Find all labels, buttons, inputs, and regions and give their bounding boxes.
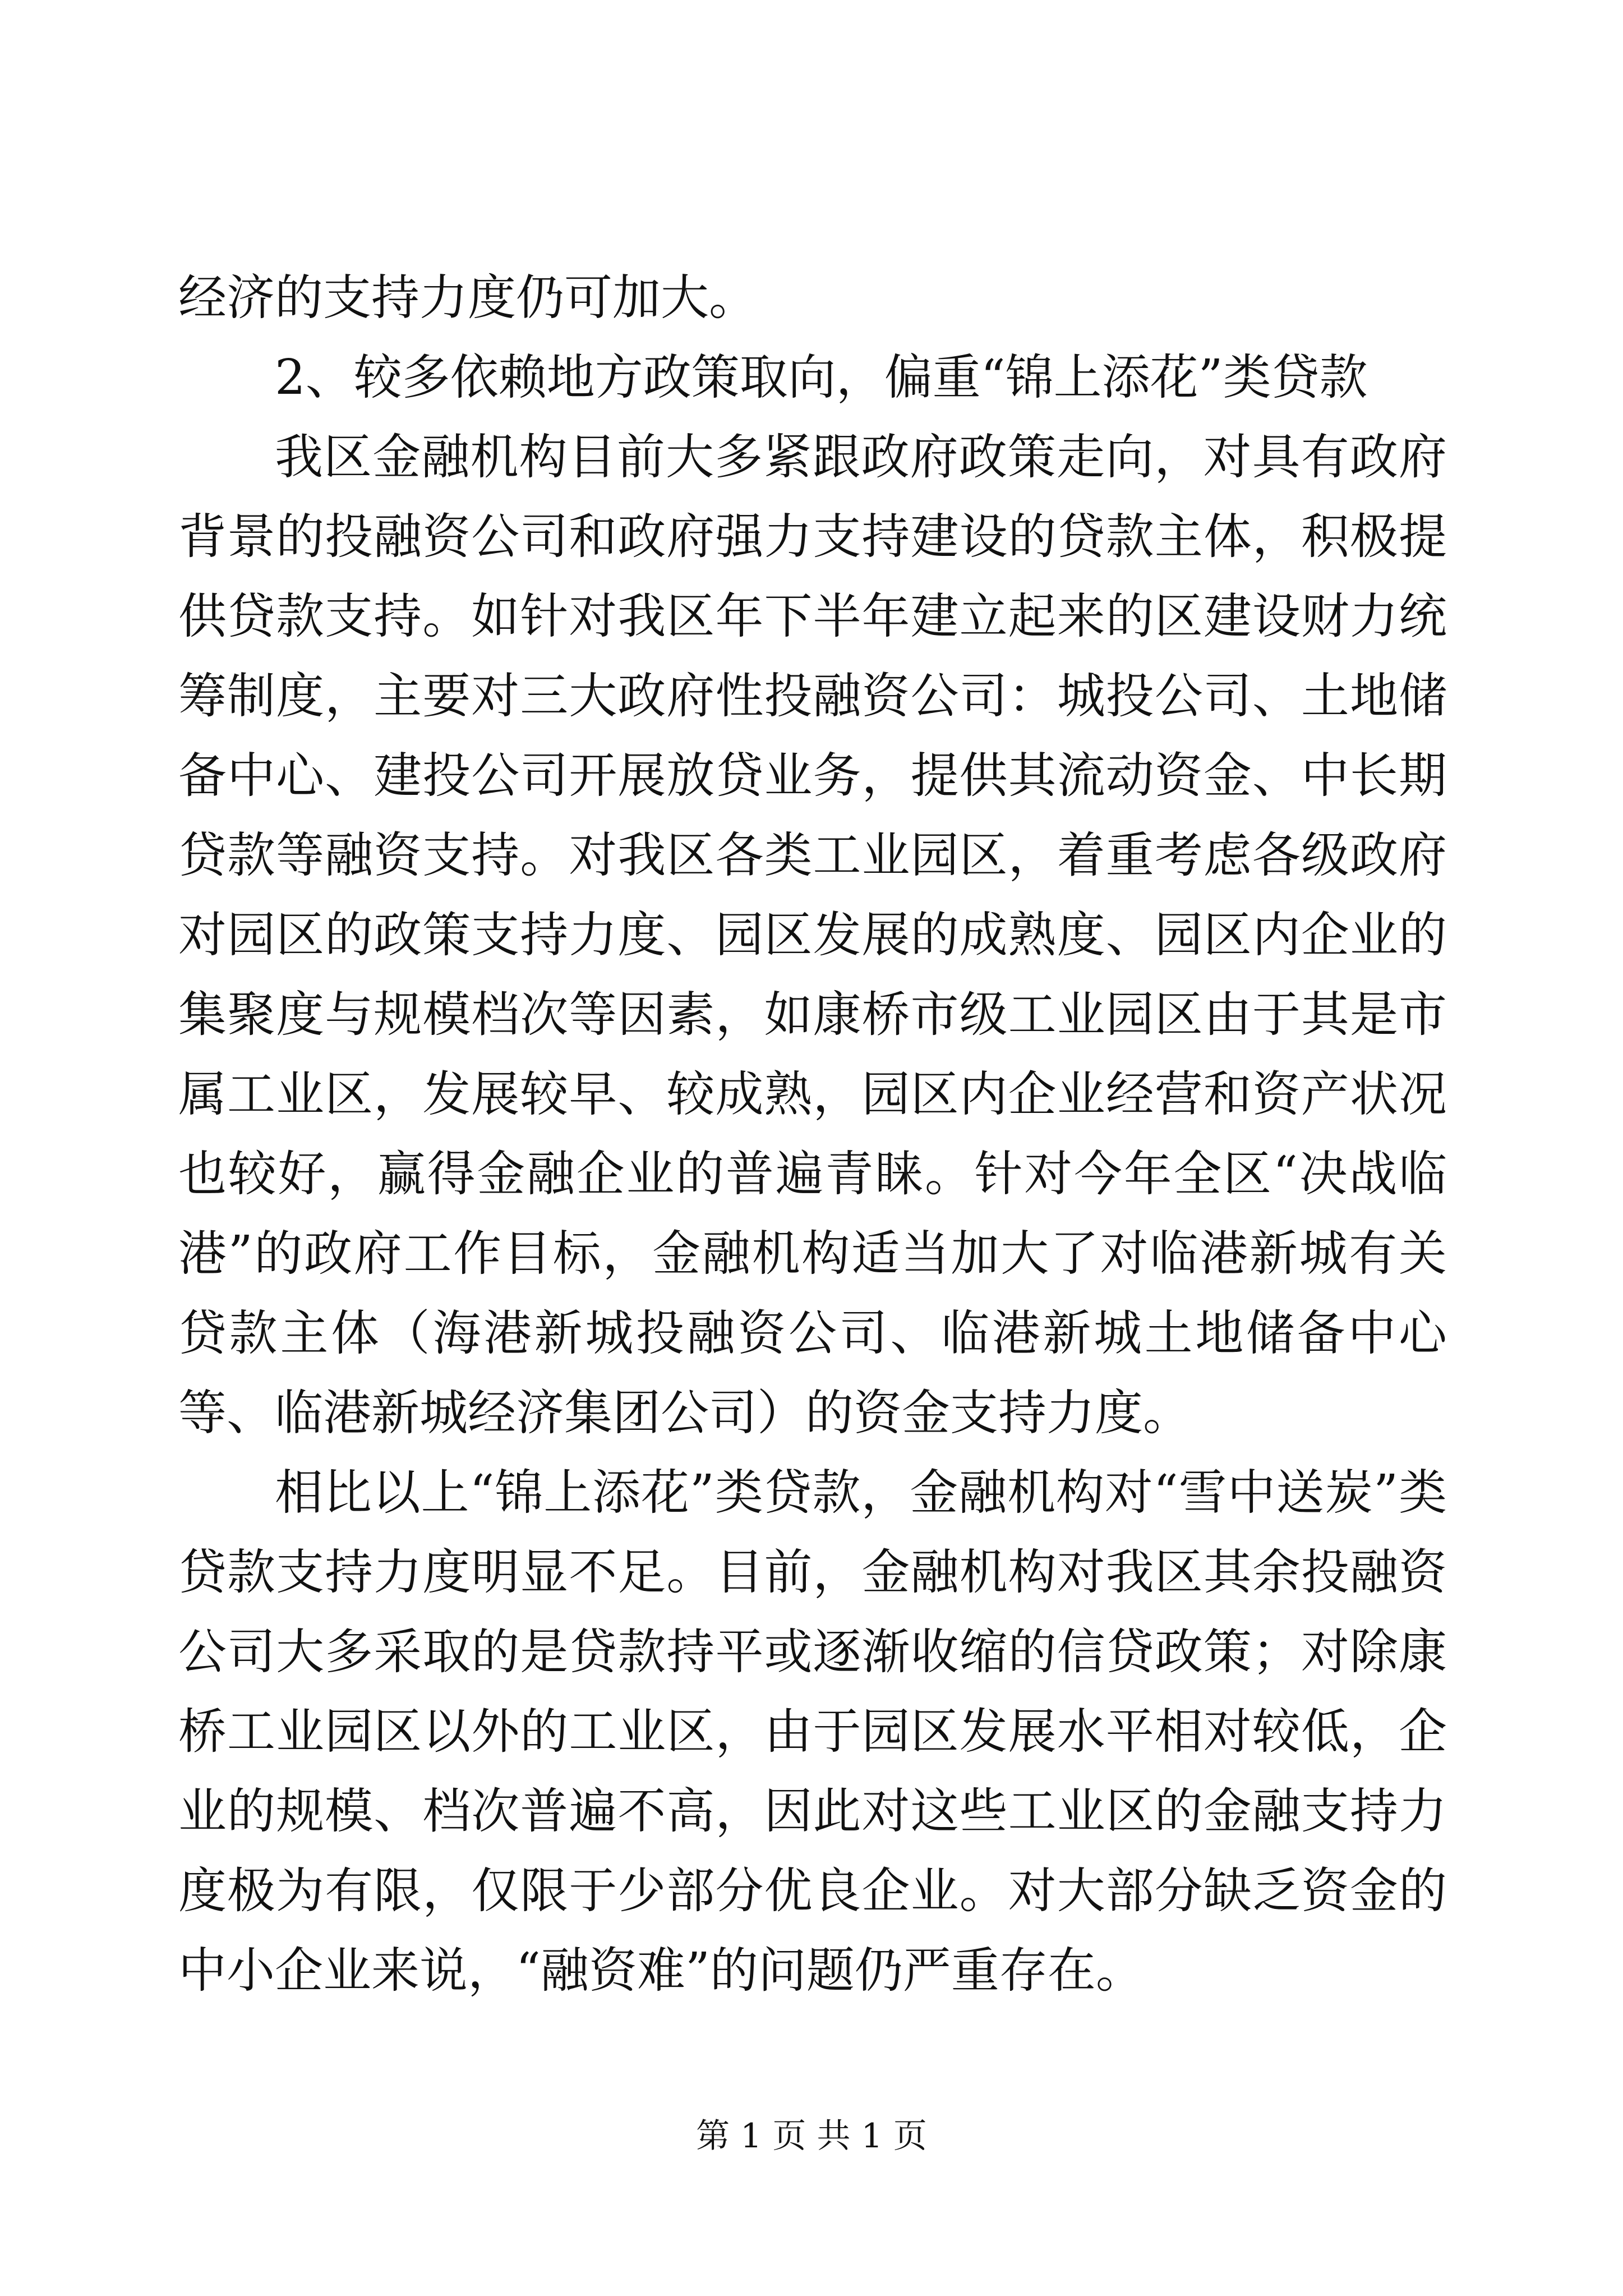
paragraph-policy-orientation: 我区金融机构目前大多紧跟政府政策走向，对具有政府背景的投融资公司和政府强力支持建设的贷款主体，积极提供贷款支持。如针对我区年下半年建立起来的区建设财力统筹制度，主要对三大政府性投融资公司：城投公司、土地储备中心、建投公司开展放贷业务，提供其流动资金、中长期贷款等融资支持。对我区各类工业园区，着重考虑各级政府对园区的政策支持力度、园区发展的成熟度、园区内企业的集聚度与规模档次等因素，如康桥市级工业园区由于其是市属工业区，发展较早、较成熟，园区内企业经营和资产状况也较好，赢得金融企业的普遍青睐。针对今年全区“决战临港”的政府工作目标，金融机构适当加大了对临港新城有关贷款主体（海港新城投融资公司、临港新城土地储备中心等、临港新城经济集团公司）的资金支持力度。 [178,429,1447,1441]
page-number-footer: 第 1 页 共 1 页 [696,2116,927,2156]
paragraph-continuation: 经济的支持力度仍可加大。 [178,270,757,326]
document-body [178,258,1447,2010]
paragraph-support-shortfall: 相比以上“锦上添花”类贷款，金融机构对“雪中送炭”类贷款支持力度明显不足。目前，金融机构对我区其余投融资公司大多采取的是贷款持平或逐渐收缩的信贷政策；对除康桥工业园区以外的工业区，由于园区发展水平相对较低，企业的规模、档次普遍不高，因此对这些工业区的金融支持力度极为有限，仅限于少部分优良企业。对大部分缺乏资金的中小企业来说，“融资难”的问题仍严重存在。 [178,1465,1447,1999]
section-heading: 2、较多依赖地方政策取向，偏重“锦上添花”类贷款 [275,349,1368,406]
